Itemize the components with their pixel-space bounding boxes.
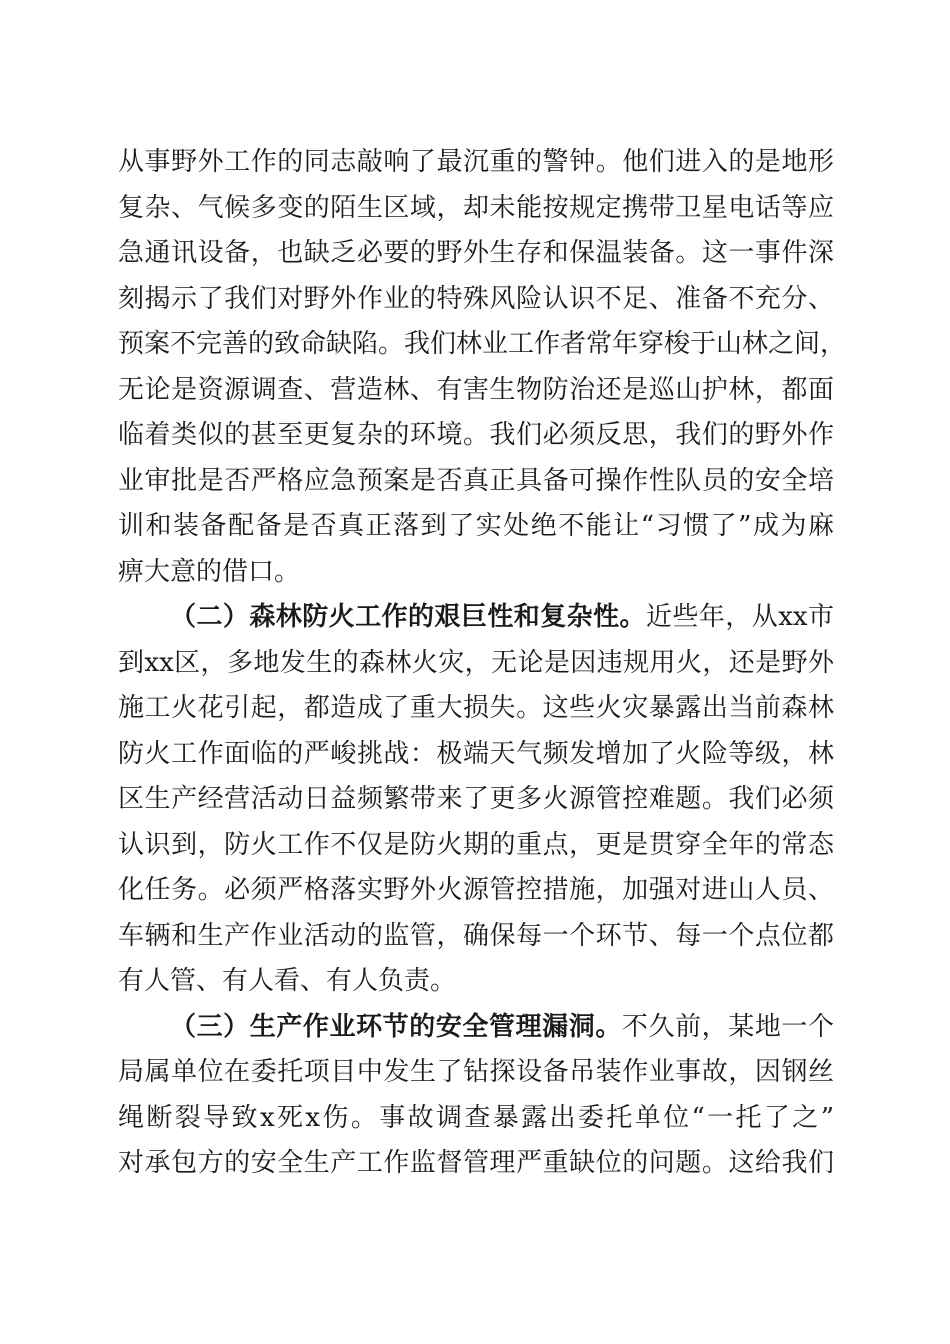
text-line: 无论是资源调查、营造林、有害生物防治还是巡山护林，都面	[118, 374, 834, 405]
section-3-first-line-rest: 不久前，某地一个	[621, 1011, 834, 1042]
paragraph-continued	[118, 140, 847, 595]
text-line: 痹大意的借口。	[118, 556, 301, 587]
section-2-paragraph	[118, 595, 834, 1005]
document-body	[118, 140, 847, 1187]
text-line: 从事野外工作的同志敲响了最沉重的警钟。他们进入的是地形	[118, 147, 834, 177]
text-line: 预案不完善的致命缺陷。我们林业工作者常年穿梭于山林之间，	[118, 329, 847, 359]
text-line: 刻揭示了我们对野外作业的特殊风险认识不足、准备不充分、	[118, 283, 834, 314]
text-line: 防火工作面临的严峻挑战：极端天气频发增加了火险等级，林	[118, 738, 834, 769]
text-line: 认识到，防火工作不仅是防火期的重点，更是贯穿全年的常态	[118, 829, 834, 860]
text-line: 业审批是否严格应急预案是否真正具备可操作性队员的安全培	[118, 465, 834, 496]
section-2-heading: （二）森林防火工作的艰巨性和复杂性。	[170, 602, 646, 632]
text-line: 局属单位在委托项目中发生了钻探设备吊装作业事故，因钢丝	[118, 1057, 834, 1087]
section-3-first-line	[118, 1005, 834, 1051]
text-line: 对承包方的安全生产工作监督管理严重缺位的问题。这给我们	[118, 1148, 834, 1178]
section-3-paragraph	[118, 1005, 834, 1187]
text-line: 临着类似的甚至更复杂的环境。我们必须反思，我们的野外作	[118, 420, 834, 450]
text-line: 训和装备配备是否真正落到了实处绝不能让“习惯了”成为麻	[118, 511, 834, 541]
section-2-first-line	[118, 595, 834, 641]
text-line: 到xx区，多地发生的森林火灾，无论是因违规用火，还是野外	[118, 647, 834, 678]
text-line: 复杂、气候多变的陌生区域，却未能按规定携带卫星电话等应	[118, 192, 834, 223]
text-line: 化任务。必须严格落实野外火源管控措施，加强对进山人员、	[118, 875, 834, 905]
text-line: 绳断裂导致x死x伤。事故调查暴露出委托单位“一托了之”	[118, 1102, 834, 1133]
text-line: 施工火花引起，都造成了重大损失。这些火灾暴露出当前森林	[118, 693, 834, 723]
text-line: 有人管、有人看、有人负责。	[118, 966, 457, 996]
section-3-heading: （三）生产作业环节的安全管理漏洞。	[170, 1011, 622, 1042]
text-line: 急通讯设备，也缺乏必要的野外生存和保温装备。这一事件深	[118, 238, 834, 268]
text-line: 车辆和生产作业活动的监管，确保每一个环节、每一个点位都	[118, 920, 834, 951]
text-line: 区生产经营活动日益频繁带来了更多火源管控难题。我们必须	[118, 784, 834, 814]
section-2-first-line-rest: 近些年，从xx市	[646, 602, 834, 632]
